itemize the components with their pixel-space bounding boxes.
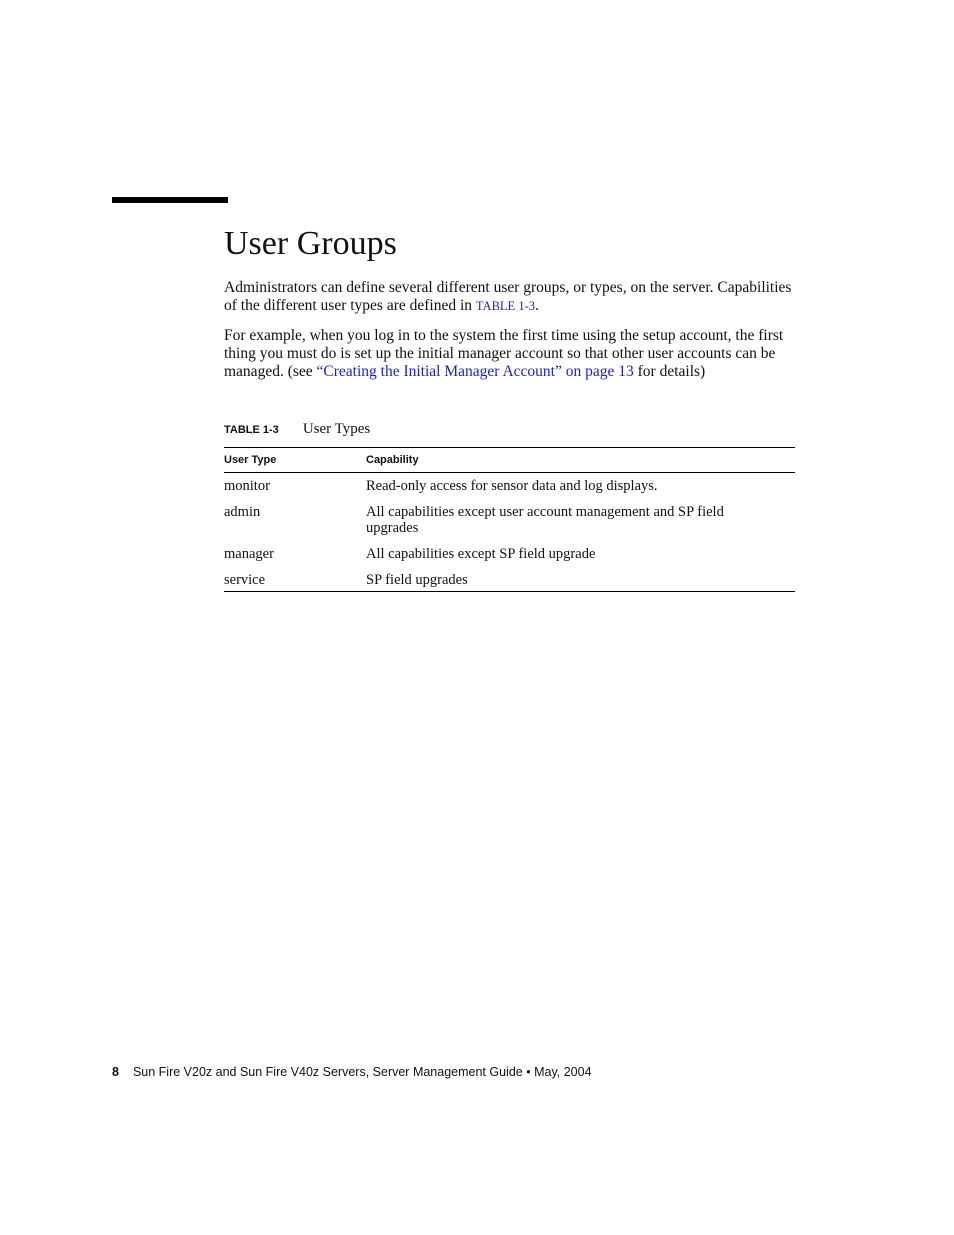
- intro-text-end: .: [534, 297, 539, 314]
- publication-date: May, 2004: [534, 1065, 592, 1079]
- table-row-manager: [224, 536, 795, 562]
- user-type-cell: service: [224, 572, 266, 588]
- section-rule: [112, 197, 228, 203]
- table-reference-link[interactable]: TABLE 1-3: [475, 299, 535, 313]
- page-number: 8: [112, 1065, 119, 1079]
- table-caption: [224, 420, 370, 439]
- example-text-end: for details): [633, 363, 706, 380]
- intro-text: Administrators can define several different user groups, or types, on the server. Capabilities of the different user types are defined in: [224, 279, 792, 314]
- capability-cell: Read-only access for sensor data and log displays.: [366, 478, 658, 494]
- example-paragraph: [224, 327, 796, 381]
- capability-cell: All capabilities except SP field upgrade: [366, 546, 596, 562]
- table-caption-label: TABLE 1-3: [224, 424, 279, 436]
- column-header-capability: Capability: [366, 454, 419, 466]
- column-header-user-type: User Type: [224, 454, 277, 466]
- capability-cell: SP field upgrades: [366, 572, 468, 588]
- user-types-table: [224, 447, 795, 592]
- bullet-separator: •: [526, 1065, 531, 1079]
- table-row-admin: [224, 494, 795, 536]
- table-header-row: [224, 448, 795, 473]
- book-title: Sun Fire V20z and Sun Fire V40z Servers, Server Management Guide: [132, 1065, 523, 1079]
- page-footer: [112, 1064, 592, 1080]
- user-type-cell: admin: [224, 504, 261, 520]
- cross-reference-link[interactable]: “Creating the Initial Manager Account” on page 13: [316, 363, 634, 380]
- table-caption-title: User Types: [302, 421, 371, 437]
- capability-cell: All capabilities except user account management and SP field upgrades: [366, 504, 724, 536]
- user-type-cell: monitor: [224, 478, 270, 494]
- table-row-service: [224, 562, 795, 591]
- user-type-cell: manager: [224, 546, 274, 562]
- example-text: For example, when you log in to the system the first time using the setup account, the first thing you must do is set up the initial manager account so that other user accounts can be managed. (see: [224, 327, 784, 380]
- table-row-monitor: [224, 473, 795, 494]
- section-heading: User Groups: [224, 225, 397, 262]
- intro-paragraph: [224, 279, 796, 315]
